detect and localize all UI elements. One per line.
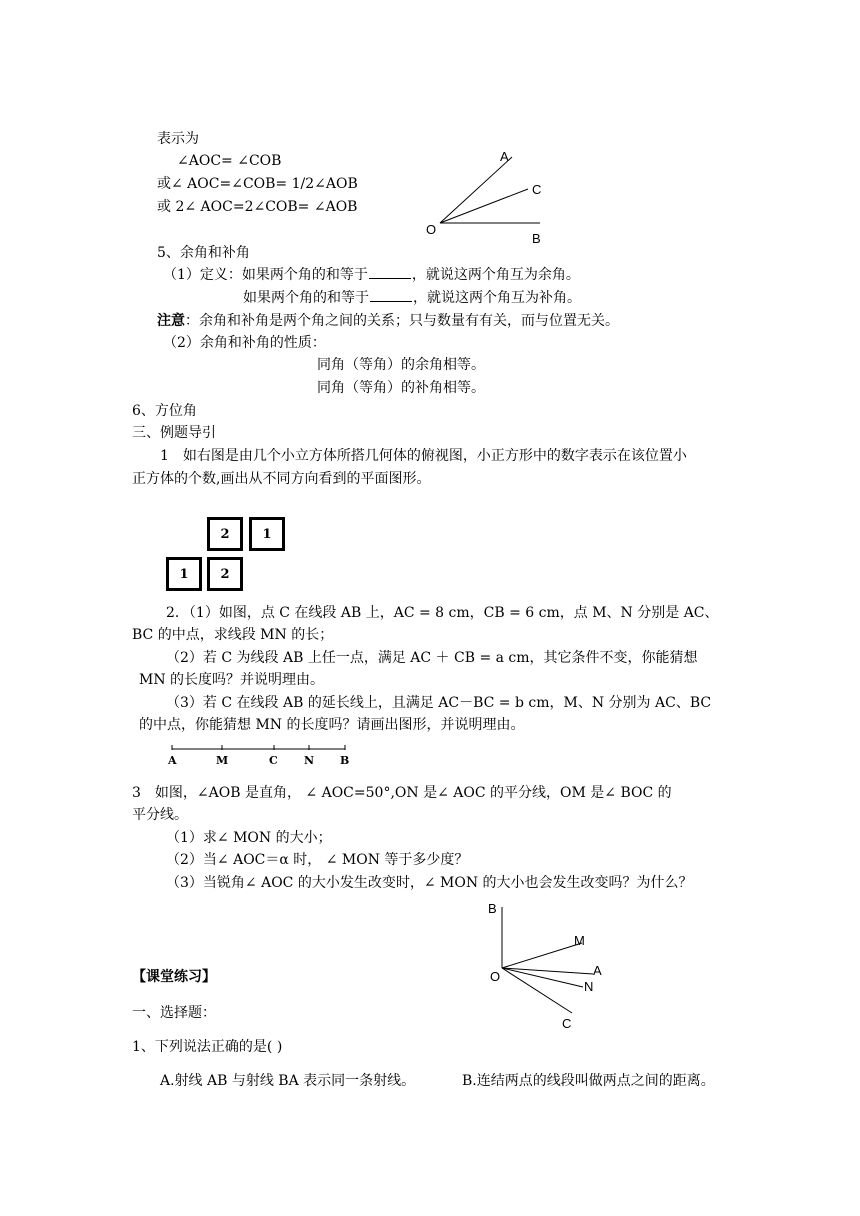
section5-title: 5、余角和补角: [157, 245, 250, 261]
ray-oa: [440, 157, 512, 223]
fig3-label-m: M: [574, 933, 585, 948]
ray-oc: [440, 189, 528, 223]
grid-cell: 1: [249, 517, 285, 551]
segment-figure: [166, 742, 356, 768]
example2-line-6: 的中点，你能猜想 MN 的长度吗？请画出图形，并说明理由。: [139, 717, 525, 733]
fig3-label-n: N: [584, 979, 594, 994]
example3-q1: （1）求∠ MON 的大小；: [166, 830, 332, 846]
example2-line-1: 2．（1）如图，点 C 在线段 AB 上，AC = 8 cm，CB = 6 cm，点 M、N 分别是 AC、: [166, 605, 719, 621]
grid-cell: 2: [207, 517, 243, 551]
property-1: 同角（等角）的余角相等。: [317, 357, 485, 373]
question-1: 1、下列说法正确的是( ): [132, 1039, 283, 1055]
fig3-label-b: B: [488, 901, 497, 916]
label-c: C: [532, 182, 542, 197]
angle-bisector-figure: [420, 145, 560, 246]
example1-line-2: 正方体的个数,画出从不同方向看到的平面图形。: [132, 471, 431, 487]
example3-q3: （3）当锐角∠ AOC 的大小发生改变时，∠ MON 的大小也会发生改变吗？为什么？: [166, 875, 693, 891]
fig3-label-a: A: [593, 963, 602, 978]
note-label: 注意: [157, 313, 185, 329]
grid-cell: 2: [207, 557, 243, 591]
right-angle-figure: [480, 895, 610, 1030]
example3-q2: （2）当∠ AOC＝α 时， ∠ MON 等于多少度？: [166, 852, 469, 868]
property-title: （2）余角和补角的性质：: [163, 335, 326, 351]
example2-line-2: BC 的中点，求线段 MN 的长；: [132, 627, 334, 643]
section6-title: 6、方位角: [132, 403, 197, 419]
option-b: B.连结两点的线段叫做两点之间的距离。: [462, 1073, 715, 1089]
example1-line-1: 1 如右图是由几个小立方体所搭几何体的俯视图，小正方形中的数字表示在该位置小: [160, 448, 687, 464]
segment-label-c: C: [269, 754, 278, 767]
definition-2: 如果两个角的和等于 ，就说这两个角互为补角。: [243, 290, 581, 306]
bisector-line-2: 或∠ AOC=∠COB= 1/2∠AOB: [157, 176, 358, 192]
fig3-label-c: C: [562, 1016, 572, 1031]
label-a: A: [500, 149, 509, 164]
bisector-line-3: 或 2∠ AOC=2∠COB= ∠AOB: [157, 199, 358, 215]
segment-label-a: A: [168, 754, 177, 767]
grid-cell: 1: [166, 557, 202, 591]
note: 注意：余角和补角是两个角之间的关系；只与数量有有关，而与位置无关。: [157, 313, 619, 329]
bisector-line-1: ∠AOC= ∠COB: [177, 153, 282, 169]
segment-label-m: M: [216, 754, 229, 767]
example2-line-3: （2）若 C 为线段 AB 上任一点，满足 AC ＋ CB = a cm，其它条件不变，你能猜想: [166, 650, 698, 666]
ray-oc: [502, 968, 572, 1013]
segment-label-b: B: [340, 754, 350, 767]
ray-om: [502, 943, 582, 968]
definition-1: （1）定义：如果两个角的和等于 ，就说这两个角互为余角。: [163, 267, 580, 283]
segment-label-n: N: [304, 754, 315, 767]
section3-title: 三、例题导引: [132, 425, 216, 441]
example3-line-2: 平分线。: [132, 807, 188, 823]
bisector-intro: 表示为: [157, 131, 199, 147]
property-2: 同角（等角）的补角相等。: [317, 380, 485, 396]
example2-line-5: （3）若 C 在线段 AB 的延长线上，且满足 AC－BC = b cm，M、N 分别为 AC、BC: [166, 695, 712, 711]
example2-line-4: MN 的长度吗？并说明理由。: [139, 672, 325, 688]
practice-subtitle: 一、选择题：: [132, 1005, 216, 1021]
option-a: A.射线 AB 与射线 BA 表示同一条射线。: [160, 1073, 416, 1089]
example3-line-1: 3 如图，∠AOB 是直角， ∠ AOC=50°,ON 是∠ AOC 的平分线，OM 是∠ BOC 的: [132, 785, 672, 801]
label-b: B: [532, 231, 541, 246]
fig3-label-o: O: [490, 969, 501, 984]
label-o: O: [426, 222, 437, 237]
practice-title: 【课堂练习】: [132, 969, 216, 985]
